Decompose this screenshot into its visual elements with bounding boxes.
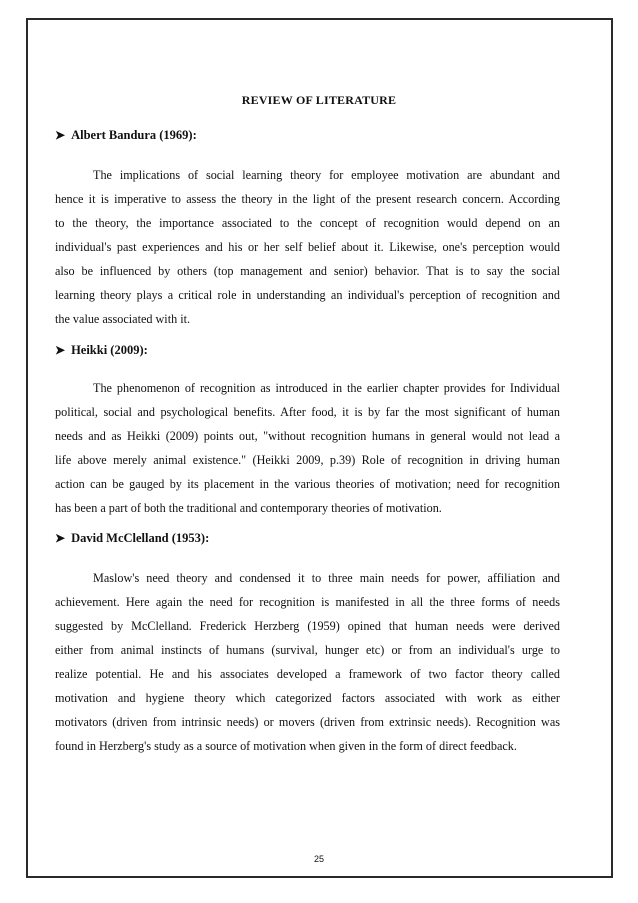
page-title: REVIEW OF LITERATURE xyxy=(241,93,397,107)
page-number: 25 xyxy=(313,854,324,864)
paragraph-line: motivation and hygiene theory which categorized factors associated with work as either xyxy=(55,691,560,705)
paragraph-line: either from animal instincts of humans (survival, hunger etc) or from an individual's urge to xyxy=(55,643,560,657)
arrowhead-bullet-icon: ➤ xyxy=(55,531,66,545)
section-heading-heikki xyxy=(55,343,148,358)
paragraph-line: political, social and psychological benefits. After food, it is by far the most significant of human xyxy=(55,405,560,419)
section-paragraph-mcclelland xyxy=(55,566,560,758)
section-heading-label: David McClelland (1953): xyxy=(71,531,210,545)
section-heading-label: Albert Bandura (1969): xyxy=(71,128,197,142)
paragraph-line: Maslow's need theory and condensed it to three main needs for power, affiliation and xyxy=(93,571,560,585)
section-heading-label: Heikki (2009): xyxy=(71,343,148,357)
paragraph-line: has been a part of both the traditional and contemporary theories of motivation. xyxy=(55,501,442,515)
section-paragraph-heikki xyxy=(55,376,560,520)
arrowhead-bullet-icon: ➤ xyxy=(55,343,66,357)
paragraph-line: individual's past experiences and his or her self belief about it. Likewise, one's perception would xyxy=(55,240,560,254)
paragraph-line: life above merely animal existence." (Heikki 2009, p.39) Role of recognition in driving human xyxy=(55,453,560,467)
paragraph-line: hence it is imperative to assess the theory in the light of the present research concern. According xyxy=(55,192,560,206)
paragraph-line: also be influenced by others (top management and senior) behavior. That is to say the social xyxy=(55,264,560,278)
paragraph-line: needs and as Heikki (2009) points out, "without recognition humans in general would not lead a xyxy=(55,429,560,443)
arrowhead-bullet-icon: ➤ xyxy=(55,128,66,142)
section-heading-mcclelland xyxy=(55,531,209,546)
paragraph-line: to the theory, the importance associated to the concept of recognition would depend on an xyxy=(55,216,560,230)
paragraph-line: realize potential. He and his associates developed a framework of two factor theory called xyxy=(55,667,560,681)
paragraph-line: The phenomenon of recognition as introduced in the earlier chapter provides for Individual xyxy=(93,381,560,395)
paragraph-line: The implications of social learning theory for employee motivation are abundant and xyxy=(93,168,560,182)
paragraph-line: suggested by McClelland. Frederick Herzberg (1959) opined that human needs were derived xyxy=(55,619,560,633)
paragraph-line: motivators (driven from intrinsic needs) or movers (driven from extrinsic needs). Recognition was xyxy=(55,715,560,729)
paragraph-line: the value associated with it. xyxy=(55,312,191,326)
paragraph-line: achievement. Here again the need for recognition is manifested in all the three forms of needs xyxy=(55,595,560,609)
paragraph-line: learning theory plays a critical role in understanding an individual's perception of recognition and xyxy=(55,288,560,302)
section-paragraph-bandura xyxy=(55,163,560,331)
paragraph-line: action can be gauged by its placement in the various theories of motivation; need for recognition xyxy=(55,477,560,491)
paragraph-line: found in Herzberg's study as a source of motivation when given in the form of direct feedback. xyxy=(55,739,517,753)
section-heading-bandura xyxy=(55,128,197,143)
